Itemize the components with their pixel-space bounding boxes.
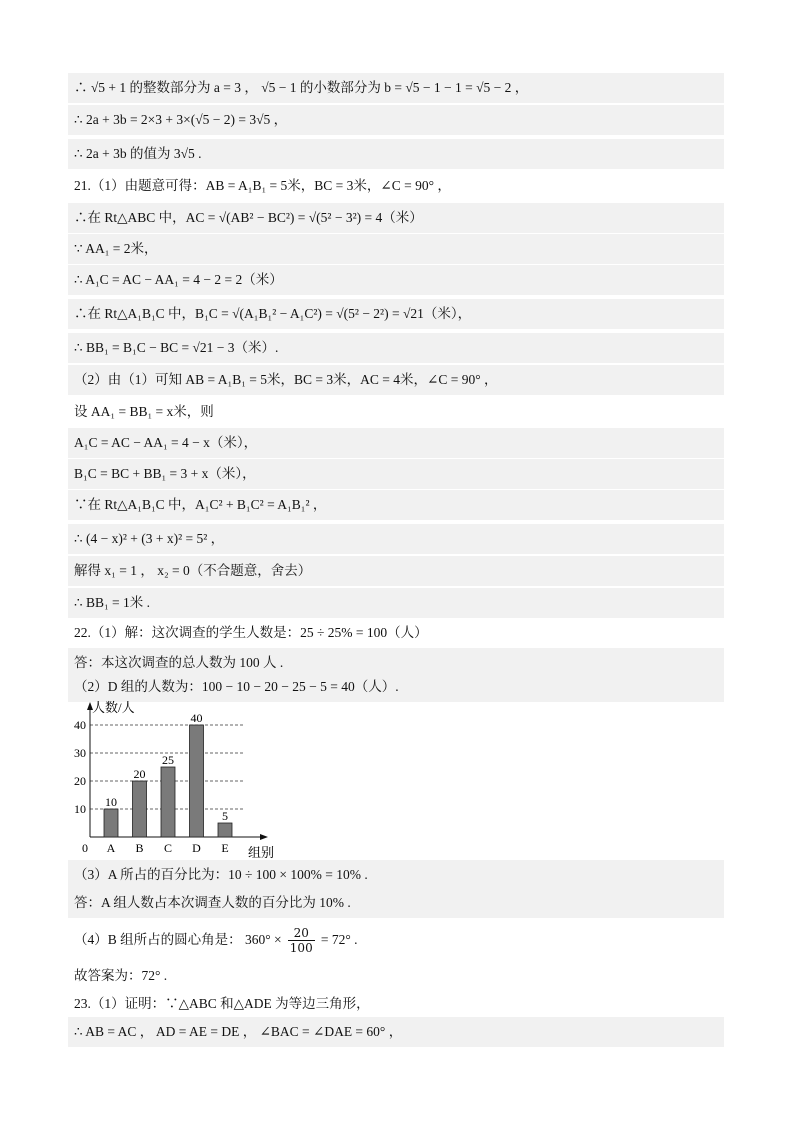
solution-line-l11: 设 AA₁ = BB₁ = x米，则 xyxy=(74,404,214,419)
x-tick-label-D: D xyxy=(192,841,201,855)
solution-line-l17: ∴ BB₁ = 1米 . xyxy=(68,588,724,618)
solution-line-l13: B₁C = BC + BB₁ = 3 + x（米）， xyxy=(68,459,724,489)
solution-line-l7: ∴ A₁C = AC − AA₁ = 4 − 2 = 2（米） xyxy=(68,265,724,295)
y-tick-label-40: 40 xyxy=(74,718,86,732)
bar-B xyxy=(133,781,147,837)
solution-line-l21: （3）A 所占的百分比为：10 ÷ 100 × 100% = 10% . xyxy=(68,860,724,890)
origin-label: 0 xyxy=(82,841,88,855)
bar-value-label-E: 5 xyxy=(222,809,228,823)
y-axis-label: 人数/人 xyxy=(92,700,135,715)
solution-line-l19: 答：本这次调查的总人数为 100 人 . xyxy=(68,648,724,678)
x-tick-label-B: B xyxy=(135,841,144,855)
fraction-numerator: 20 xyxy=(288,926,315,941)
bar-A xyxy=(104,809,118,837)
bar-C xyxy=(161,767,175,837)
solution-line-l26: ∴ AB = AC ， AD = AE = DE ， ∠BAC = ∠DAE = 60° ， xyxy=(68,1017,724,1047)
fraction-denominator: 100 xyxy=(289,941,313,955)
x-tick-label-E: E xyxy=(221,841,229,855)
y-tick-label-20: 20 xyxy=(74,774,86,788)
solution-line-l10: （2）由（1）可知 AB = A₁B₁ = 5米，BC = 3米，AC = 4米，∠C = 90° ， xyxy=(68,365,724,395)
solution-line-l4: 21.（1）由题意可得：AB = A₁B₁ = 5米，BC = 3米，∠C = 90° ， xyxy=(74,178,451,193)
solution-line-l9: ∴ BB₁ = B₁C − BC = √21 − 3（米）. xyxy=(68,333,724,363)
solution-line-l1: ∴ √5 + 1 的整数部分为 a = 3 ， √5 − 1 的小数部分为 b = √5 − 1 − 1 = √5 − 2 ， xyxy=(68,73,724,103)
solution-line-l12: A₁C = AC − AA₁ = 4 − x（米）， xyxy=(68,428,724,458)
circle-angle-prefix: （4）B 组所占的圆心角是： 360° × xyxy=(74,932,282,947)
solution-line-l8: ∴在 Rt△A₁B₁C 中，B₁C = √(A₁B₁² − A₁C²) = √(5² − 2²) = √21（米）， xyxy=(68,299,724,329)
solution-line-l25: 23.（1）证明：∵△ABC 和△ADE 为等边三角形， xyxy=(74,996,370,1011)
solution-line-l5: ∴在 Rt△ABC 中，AC = √(AB² − BC²) = √(5² − 3²) = 4（米） xyxy=(68,203,724,233)
bar-value-label-A: 10 xyxy=(105,795,117,809)
solution-line-l20: （2）D 组的人数为：100 − 10 − 20 − 25 − 5 = 40（人）. xyxy=(68,672,724,702)
circle-angle-suffix: = 72° . xyxy=(320,932,358,947)
bar-value-label-B: 20 xyxy=(133,767,146,781)
solution-line-l18: 22.（1）解：这次调查的学生人数是：25 ÷ 25% = 100（人） xyxy=(74,625,428,640)
y-tick-label-10: 10 xyxy=(74,802,86,816)
x-tick-label-C: C xyxy=(163,841,173,855)
fraction-20-100 xyxy=(288,926,315,955)
x-axis-label: 组别 xyxy=(248,845,275,860)
bar-chart xyxy=(68,697,724,861)
bar-E xyxy=(218,823,232,837)
x-tick-label-A: A xyxy=(106,841,116,855)
bar-D xyxy=(190,725,204,837)
solution-line-l22: 答：A 组人数占本次调查人数的百分比为 10% . xyxy=(68,888,724,918)
bar-value-label-C: 25 xyxy=(162,753,174,767)
solution-line-l3: ∴ 2a + 3b 的值为 3√5 . xyxy=(68,139,724,169)
solution-line-l24: 故答案为：72° . xyxy=(74,968,168,983)
solution-line-l15: ∴ (4 − x)² + (3 + x)² = 5² ， xyxy=(68,524,724,554)
solution-line-l14: ∵在 Rt△A₁B₁C 中，A₁C² + B₁C² = A₁B₁² ， xyxy=(68,490,724,520)
solution-line-l2: ∴ 2a + 3b = 2×3 + 3×(√5 − 2) = 3√5 ， xyxy=(68,105,724,135)
circle-angle-line xyxy=(68,920,724,960)
solution-line-l6: ∵ AA₁ = 2米， xyxy=(68,234,724,264)
solution-line-l16: 解得 x₁ = 1 ， x₂ = 0（不合题意，舍去） xyxy=(68,556,724,586)
x-axis-arrow xyxy=(260,834,268,840)
bar-value-label-D: 40 xyxy=(190,711,203,725)
y-tick-label-30: 30 xyxy=(74,746,86,760)
bar-chart-svg xyxy=(68,697,724,861)
